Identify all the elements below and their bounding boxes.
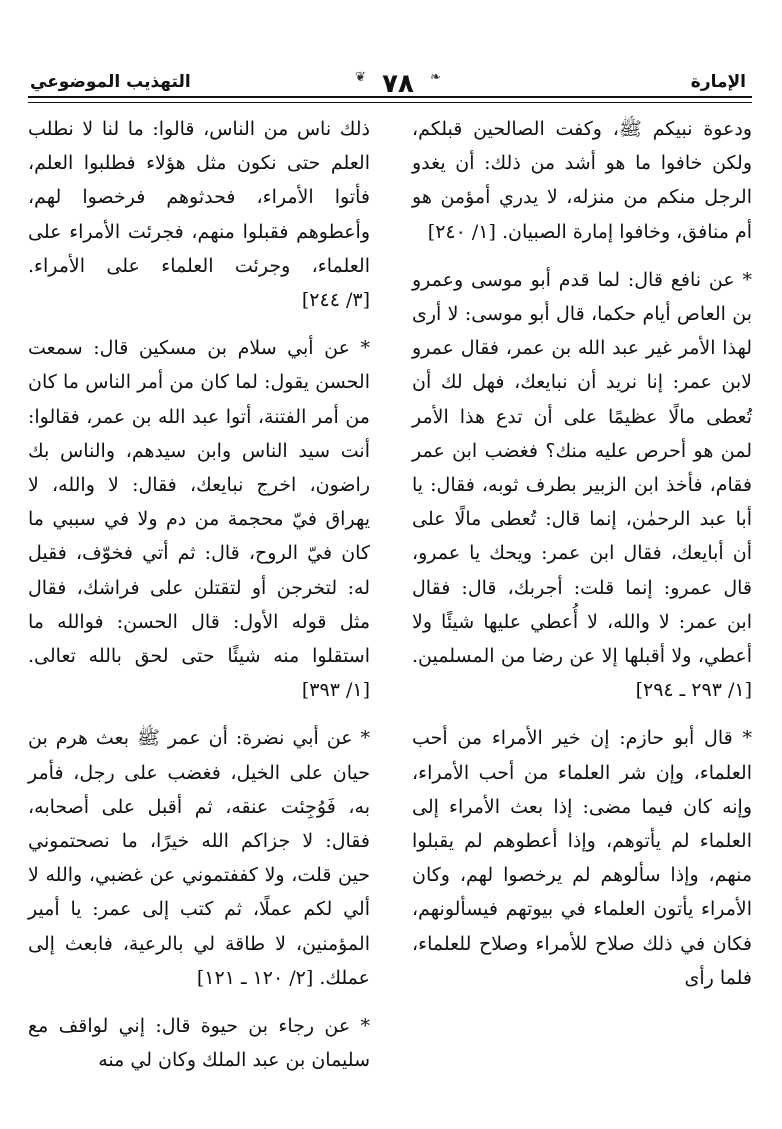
paragraph: [28, 1009, 370, 1077]
paragraph-text: ودعوة نبيكم ﷺ، وكفت الصالحين قبلكم، ولكن خافوا ما هو أشد من ذلك: أن يغدو الرجل منكم من منزله، لا يدري أمؤمن هو أم منافق، وخافوا إمارة الصبيان.: [412, 118, 752, 243]
paragraph: [412, 263, 752, 708]
paragraph: [28, 112, 370, 317]
page-header: [28, 48, 752, 98]
paragraph: [28, 331, 370, 707]
citation-ref: [٢/ ١٢٠ ـ ١٢١]: [196, 966, 314, 989]
paragraph-text: * عن نافع قال: لما قدم أبو موسى وعمرو بن العاص أيام حكما، قال أبو موسى: لا أرى لهذا الأمر غير عبد الله بن عمر، فقال عمرو لابن عمر: إنا نريد أن نبايعك، فهل لك أن تُعطى مالًا عظيمًا على أن تدع هذا الأمر لمن هو أحرص عليه منك؟ فغضب ابن عمر فقام، فأخذ ابن الزبير بطرف ثوبه، فقال: يا أبا عبد الرحمٰن، إنما قال: تُعطى مالًا على أن أبايعك، فقال ابن عمر: ويحك يا عمرو، قال عمرو: إنما قلت: أجربك، قال: فقال ابن عمر: لا والله، لا أُعطي عليها شيئًا ولا أعطي، ولا أقبلها إلا عن رضا من المسلمين.: [412, 268, 752, 668]
paragraph-text: * قال أبو حازم: إن خير الأمراء من أحب العلماء، وإن شر العلماء من أحب الأمراء، وإنه كان فيما مضى: إذا بعث الأمراء إلى العلماء لم يأتوهم، وإذا أعطوهم لم يقبلوا منهم، وإذا سألوهم لم يرخصوا لهم، وكان الأمراء يأتون العلماء في بيوتهم فيسألونهم، فكان في ذلك صلاح للأمراء وصلاح للعلماء، فلما رأى: [412, 727, 752, 989]
citation-ref: [١/ ٣٩٣]: [301, 679, 370, 702]
right-text-column: [412, 112, 752, 1111]
paragraph-text: * عن أبي نضرة: أن عمر ﷺ بعث هرم بن حيان على الخيل، فغضب على رجل، فأمر به، فَوُجِئت عنقه، ثم أقبل على أصحابه، فقال: لا جزاكم الله خيرًا، ما نصحتموني حين قلت، ولا كففتموني عن غضبي، والله لا ألي لكم عملًا، ثم كتب إلى عمر: يا أمير المؤمنين، لا طاقة لي بالرعية، فابعث إلى عملك.: [28, 727, 370, 989]
page-number-text: ٧٨: [382, 69, 414, 99]
paragraph-text: * عن رجاء بن حيوة قال: إني لواقف مع سليمان بن عبد الملك وكان لي منه: [28, 1015, 370, 1072]
ornament-icon: ❧: [430, 70, 441, 85]
citation-ref: [١/ ٢٩٣ ـ ٢٩٤]: [635, 679, 752, 702]
paragraph: [412, 112, 752, 249]
left-text-column: [28, 112, 370, 1111]
paragraph: [28, 721, 370, 995]
paragraph-text: * عن أبي سلام بن مسكين قال: سمعت الحسن يقول: لما كان من أمر الناس ما كان من أمر الفتنة، أتوا عبد الله بن عمر، فقالوا: أنت سيد الناس وابن سيدهم، والناس بك راضون، اخرج نبايعك، فقال: لا والله، لا يهراق فيّ محجمة من دم ولا في سببي ما كان فيّ الروح، قال: ثم أتي فخوّف، فقيل له: لتخرجن أو لتقتلن على فراشك، فقال مثل قوله الأول: قال الحسن: فوالله ما استقلوا منه شيئًا حتى لحق بالله تعالى.: [28, 337, 370, 668]
ornament-icon: ❦: [355, 70, 366, 85]
citation-ref: [١/ ٢٤٠]: [427, 220, 496, 243]
paragraph-text: ذلك ناس من الناس، قالوا: ما لنا لا نطلب العلم حتى نكون مثل هؤلاء فطلبوا العلم، فأتوا الأمراء، فحدثوهم فرخصوا لهم، وأعطوهم فقبلوا منهم، فجرئت الأمراء على العلماء، وجرئت العلماء على الأمراء.: [28, 118, 370, 277]
paragraph: [412, 721, 752, 995]
running-head-section: الإمارة: [690, 72, 746, 92]
citation-ref: [٣/ ٢٤٤]: [301, 289, 370, 312]
header-rule-thin: [28, 102, 752, 103]
header-rule: [28, 96, 752, 98]
running-head-book-title: التهذيب الموضوعي: [30, 72, 191, 92]
